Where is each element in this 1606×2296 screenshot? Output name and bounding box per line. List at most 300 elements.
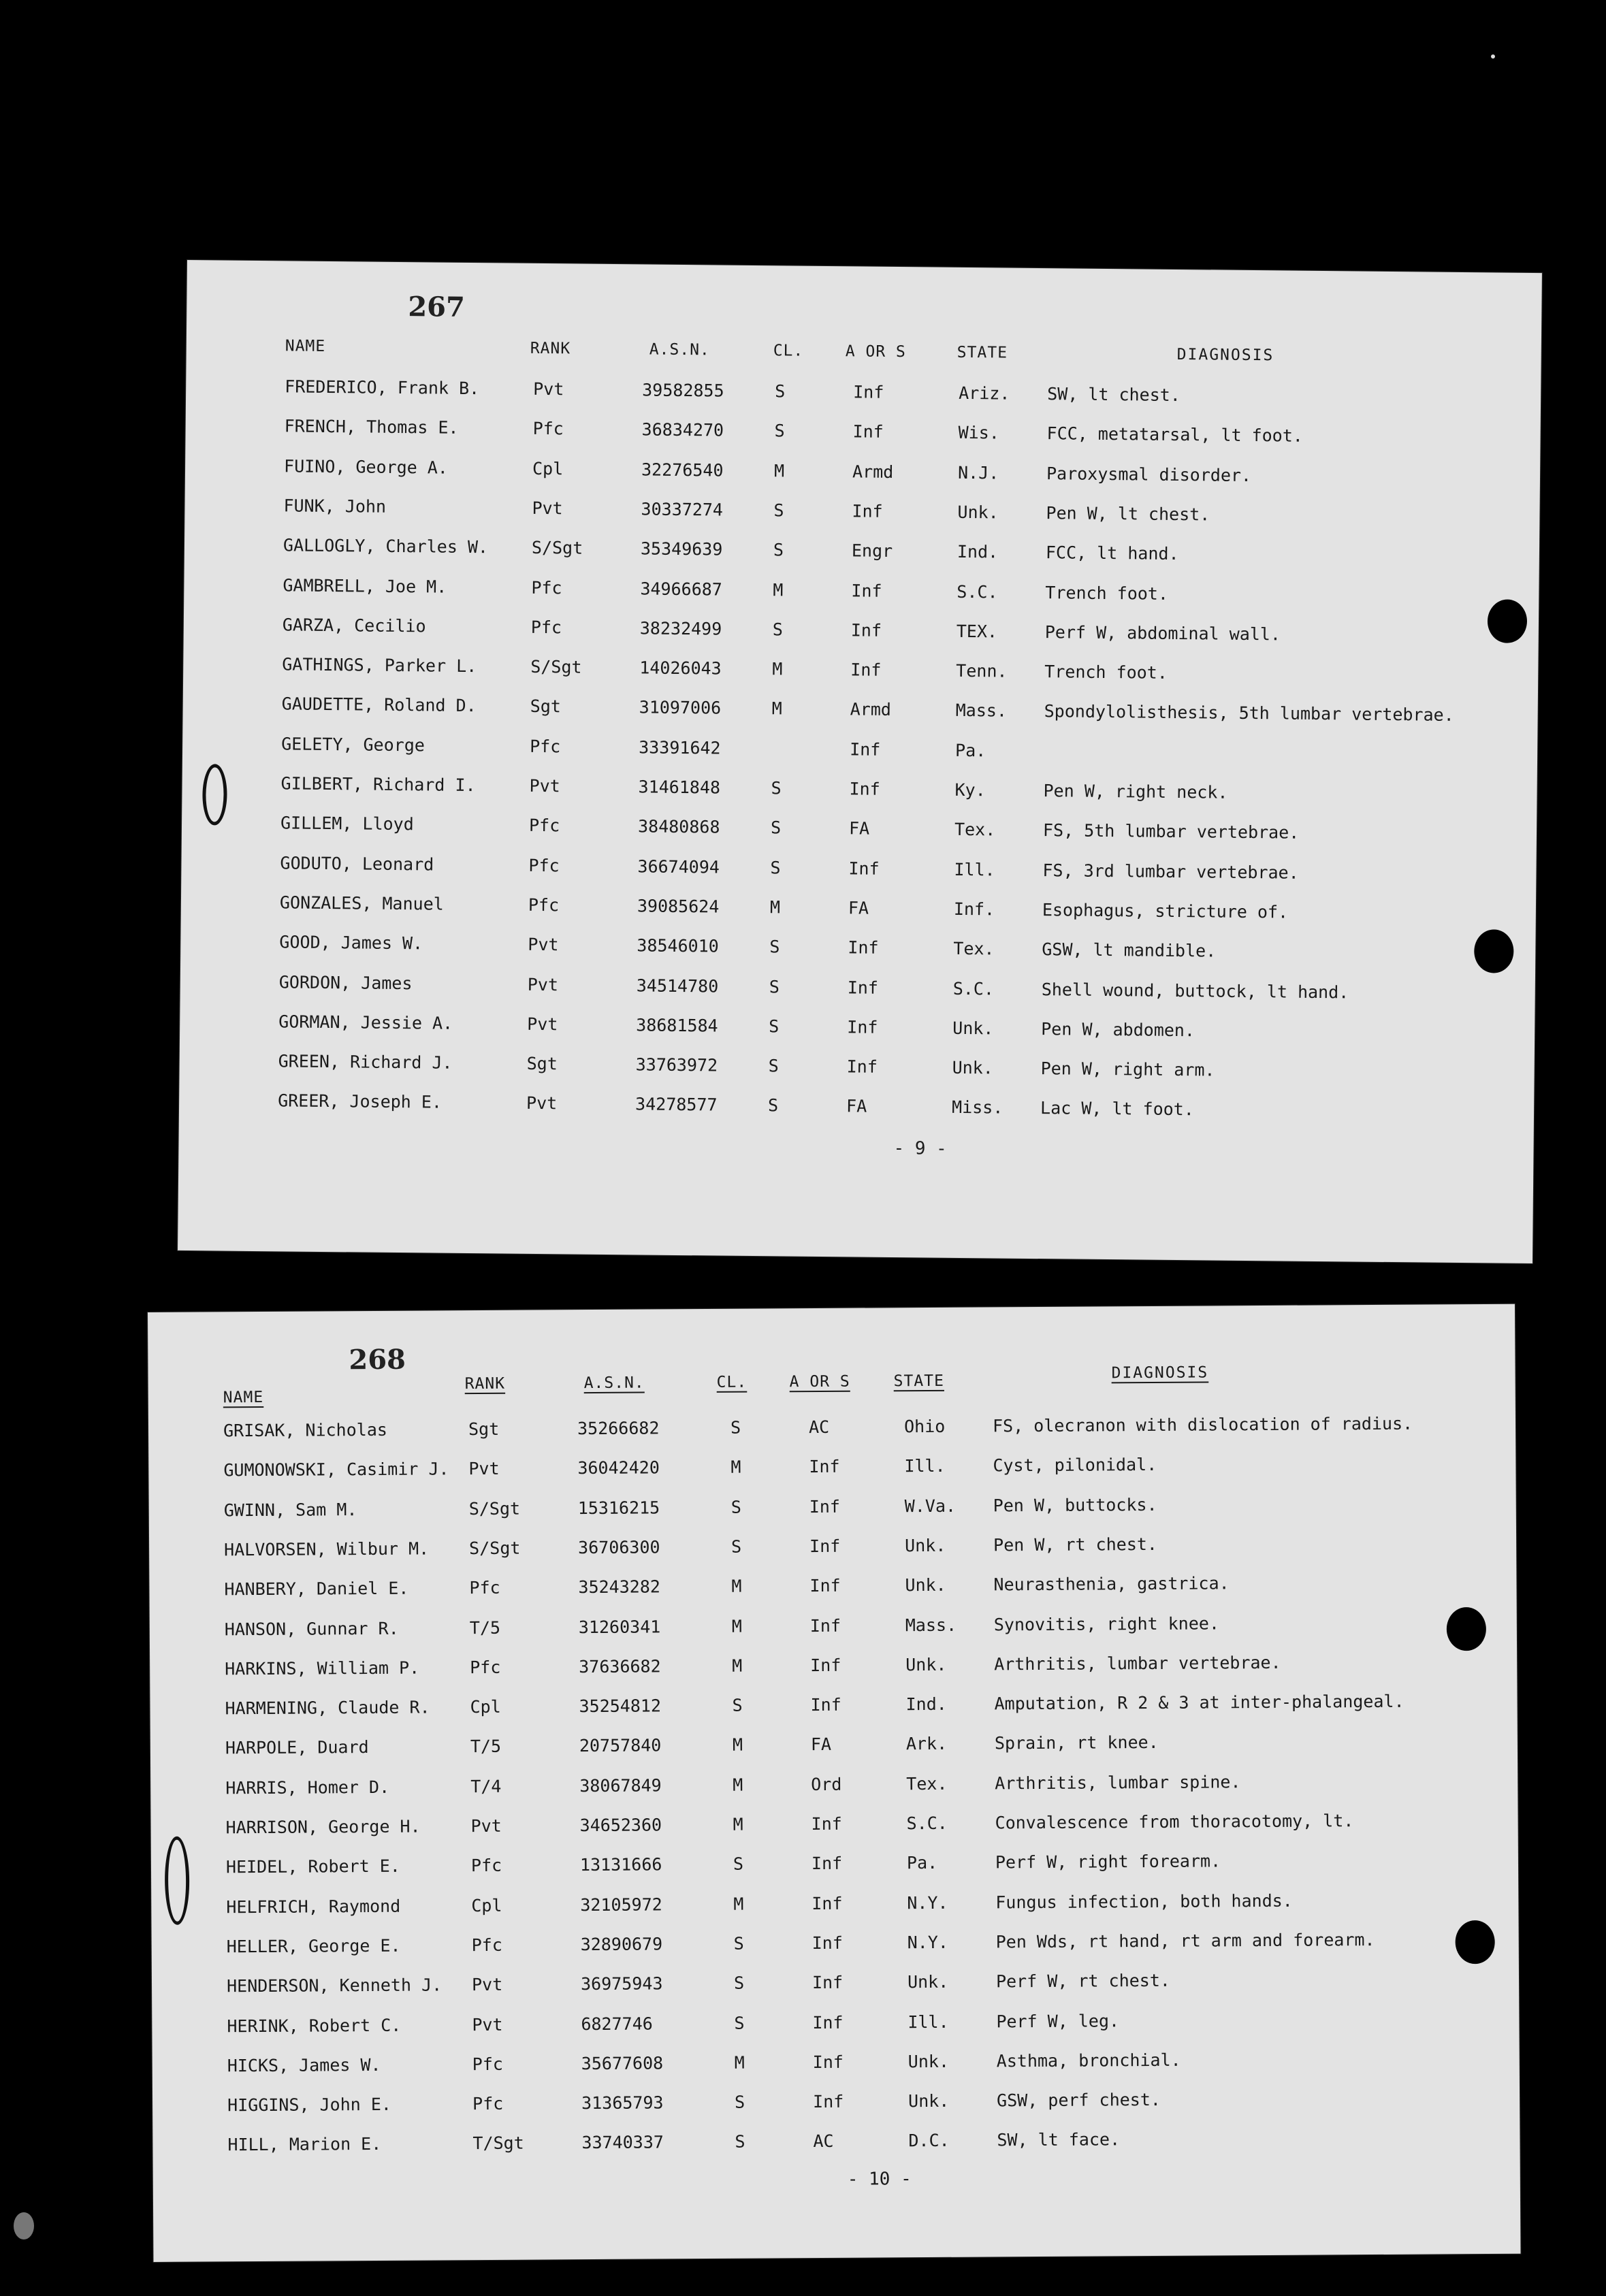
cell-rank: Pvt (468, 1459, 500, 1479)
cell-diagnosis: Perf W, rt chest. (995, 1971, 1170, 1992)
cell-a-or-s: Inf (812, 2012, 844, 2033)
cell-diagnosis: FCC, metatarsal, lt foot. (1046, 423, 1304, 447)
cell-rank: Pvt (528, 935, 559, 955)
cell-a-or-s: Inf (810, 1655, 841, 1675)
cell-a-or-s: Engr (851, 540, 893, 562)
cell-rank: Pvt (470, 1815, 502, 1837)
cell-class: S (731, 1536, 742, 1557)
header-name: NAME (223, 1388, 264, 1407)
table-row (152, 1929, 1519, 1964)
cell-class: S (734, 2013, 745, 2033)
cell-state: Pa. (906, 1853, 938, 1873)
cell-a-or-s: Inf (809, 1496, 841, 1517)
header-diagnosis: DIAGNOSIS (1111, 1363, 1209, 1383)
cell-asn: 20757840 (579, 1735, 662, 1756)
column-headers (187, 336, 1541, 376)
header-asn: A.S.N. (583, 1374, 645, 1393)
cell-a-or-s: Inf (812, 1972, 844, 1993)
cell-asn: 36706300 (578, 1537, 660, 1558)
cell-diagnosis: Trench foot. (1044, 662, 1168, 683)
cell-class: S (735, 2092, 745, 2112)
cell-diagnosis: FS, 3rd lumbar vertebrae. (1042, 860, 1299, 883)
record-sheet-267 (178, 260, 1542, 1263)
cell-rank: Pfc (471, 1935, 502, 1956)
cell-diagnosis: Pen W, right arm. (1040, 1058, 1215, 1080)
cell-a-or-s: Inf (810, 1694, 841, 1715)
header-asn: A.S.N. (649, 340, 710, 359)
cell-a-or-s: Inf (852, 501, 883, 521)
punch-hole (1447, 1607, 1486, 1651)
cell-state: Ill. (904, 1456, 946, 1476)
cell-state: Unk. (905, 1575, 946, 1596)
cell-asn: 6827746 (581, 2013, 653, 2034)
cell-name: GILLEM, Lloyd (280, 813, 414, 835)
table-row (150, 1651, 1517, 1687)
cell-state: Tex. (953, 939, 995, 959)
cell-name: GILBERT, Richard I. (280, 773, 476, 796)
table-row (185, 415, 1540, 455)
cell-state: Ind. (905, 1694, 947, 1715)
cell-a-or-s: Inf (812, 2052, 844, 2072)
cell-asn: 34652360 (579, 1815, 662, 1836)
cell-diagnosis: FS, olecranon with dislocation of radius. (992, 1413, 1413, 1436)
cell-rank: Pvt (471, 1975, 503, 1995)
cell-name: FUINO, George A. (283, 455, 449, 478)
cell-name: GORDON, James (278, 971, 413, 993)
cell-state: S.C. (957, 581, 998, 602)
cell-diagnosis: Arthritis, lumbar spine. (995, 1771, 1241, 1794)
cell-a-or-s: Inf (812, 1933, 843, 1953)
cell-asn: 36975943 (580, 1973, 663, 1994)
cell-name: HIGGINS, John E. (227, 2094, 392, 2116)
cell-diagnosis: Pen W, right neck. (1043, 781, 1228, 803)
cell-name: GORMAN, Jessie A. (278, 1012, 453, 1033)
cell-rank: T/Sgt (472, 2133, 524, 2154)
cell-class: S (733, 1854, 744, 1875)
table-row (152, 2048, 1520, 2084)
cell-name: HELFRICH, Raymond (226, 1896, 401, 1917)
cell-state: Pa. (955, 740, 986, 760)
cell-asn: 37636682 (579, 1656, 661, 1677)
cell-state: Inf. (953, 899, 995, 920)
cell-class: S (771, 778, 782, 798)
cell-class: S (767, 1095, 779, 1116)
cell-asn: 39582855 (642, 380, 724, 401)
cell-class: M (732, 1655, 743, 1676)
table-row (152, 2127, 1520, 2163)
table-row (184, 574, 1539, 614)
cell-state: Mass. (955, 700, 1008, 721)
cell-asn: 32276540 (641, 459, 724, 481)
cell-class: M (733, 1775, 743, 1795)
header-rank: RANK (530, 339, 571, 358)
cell-a-or-s: Inf (847, 1017, 878, 1037)
cell-rank: Pvt (472, 2014, 503, 2035)
cell-asn: 15316215 (577, 1498, 660, 1518)
cell-asn: 33391642 (639, 737, 721, 758)
cell-state: Tenn. (956, 660, 1008, 681)
cell-class: S (733, 1973, 745, 1993)
cell-diagnosis: Shell wound, buttock, lt hand. (1041, 979, 1349, 1002)
cell-state: Tex. (954, 820, 996, 840)
cell-a-or-s: Armd (852, 461, 894, 482)
table-row (152, 1969, 1519, 2004)
cell-rank: S/Sgt (468, 1498, 521, 1519)
cell-asn: 30337274 (641, 499, 724, 520)
header-name: NAME (285, 337, 326, 355)
cell-class: S (773, 500, 784, 521)
cell-asn: 13131666 (579, 1854, 662, 1875)
page-number: 267 (408, 291, 466, 323)
cell-rank: Sgt (526, 1053, 558, 1074)
cell-name: GARZA, Cecilio (282, 615, 426, 636)
cell-asn: 34514780 (636, 975, 719, 997)
cell-name: FRENCH, Thomas E. (284, 416, 459, 438)
cell-rank: S/Sgt (469, 1538, 521, 1559)
film-speck (14, 2212, 34, 2240)
cell-asn: 34278577 (635, 1094, 718, 1115)
cell-state: Unk. (908, 2051, 950, 2071)
cell-diagnosis: Paroxysmal disorder. (1046, 463, 1252, 485)
cell-class: M (773, 579, 784, 600)
table-row (151, 1810, 1518, 1845)
cell-rank: Pfc (530, 617, 562, 638)
cell-a-or-s: Inf (848, 937, 879, 958)
cell-state: N.Y. (907, 1892, 948, 1913)
cell-rank: Pfc (470, 1657, 501, 1677)
table-row (149, 1492, 1516, 1527)
cell-a-or-s: Inf (811, 1813, 842, 1834)
cell-class: S (768, 1056, 779, 1076)
header-state: STATE (893, 1372, 944, 1391)
film-speck (1491, 54, 1495, 59)
cell-diagnosis: Pen Wds, rt hand, rt arm and forearm. (995, 1929, 1375, 1952)
cell-name: FREDERICO, Frank B. (285, 376, 480, 399)
cell-diagnosis: Pen W, buttocks. (993, 1494, 1157, 1516)
table-row (150, 1611, 1517, 1647)
cell-rank: Pfc (530, 736, 561, 756)
cell-class: S (770, 857, 781, 878)
cell-name: HARKINS, William P. (225, 1658, 420, 1679)
cell-name: GALLOGLY, Charles W. (283, 535, 489, 557)
cell-diagnosis: SW, lt chest. (1047, 384, 1181, 406)
cell-asn: 38232499 (639, 618, 722, 639)
cell-diagnosis: Spondylolisthesis, 5th lumbar vertebrae. (1044, 701, 1454, 726)
cell-rank: T/5 (470, 1736, 502, 1757)
cell-class: S (769, 1016, 780, 1037)
cell-state: Ill. (954, 859, 995, 880)
cell-state: N.J. (957, 462, 999, 483)
cell-diagnosis: Pen W, lt chest. (1046, 503, 1210, 525)
cell-asn: 35254812 (579, 1696, 662, 1717)
table-row (151, 1889, 1518, 1924)
cell-a-or-s: Inf (850, 620, 882, 641)
cell-diagnosis: Perf W, abdominal wall. (1044, 621, 1281, 645)
cell-rank: Pvt (533, 378, 564, 400)
table-row (150, 1770, 1517, 1805)
table-row (180, 971, 1535, 1011)
cell-state: Mass. (905, 1615, 957, 1635)
cell-state: Unk. (907, 1972, 949, 1992)
cell-name: HICKS, James W. (227, 2054, 381, 2076)
page-number: 268 (349, 1343, 406, 1376)
cell-a-or-s: Inf (851, 580, 882, 601)
cell-asn: 35349639 (640, 538, 723, 560)
cell-diagnosis: Neurasthenia, gastrica. (993, 1573, 1230, 1595)
table-row (148, 1413, 1515, 1449)
cell-state: Unk. (952, 1018, 994, 1039)
header-diagnosis: DIAGNOSIS (1176, 345, 1274, 365)
cell-a-or-s: Inf (809, 1575, 841, 1596)
cell-asn: 38067849 (579, 1775, 662, 1796)
cell-class: M (771, 698, 782, 719)
cell-diagnosis: Pen W, rt chest. (993, 1534, 1158, 1555)
cell-class: S (772, 619, 784, 640)
cell-asn: 31097006 (639, 697, 722, 718)
cell-asn: 33740337 (581, 2132, 664, 2153)
cell-rank: Sgt (468, 1419, 500, 1440)
table-row (150, 1691, 1517, 1726)
cell-class: M (734, 2052, 745, 2073)
cell-asn: 36834270 (641, 419, 724, 440)
cell-state: Unk. (905, 1654, 947, 1675)
table-row (185, 455, 1540, 496)
cell-asn: 35266682 (577, 1418, 660, 1439)
cell-rank: S/Sgt (530, 656, 582, 677)
cell-rank: Pfc (469, 1578, 500, 1598)
table-row (184, 614, 1539, 654)
cell-diagnosis: GSW, lt mandible. (1042, 939, 1217, 961)
cell-state: S.C. (952, 978, 995, 999)
cell-diagnosis: Fungus infection, both hands. (995, 1890, 1293, 1913)
table-row (179, 1050, 1534, 1090)
cell-name: GONZALES, Manuel (279, 892, 444, 914)
table-row (181, 852, 1536, 892)
cell-state: Ark. (905, 1734, 948, 1754)
cell-rank: Pvt (526, 1093, 558, 1114)
cell-diagnosis: Synovitis, right knee. (993, 1613, 1220, 1634)
cell-rank: Sgt (530, 696, 562, 717)
cell-asn: 38681584 (636, 1015, 718, 1036)
cell-state: D.C. (908, 2131, 950, 2151)
cell-state: Unk. (952, 1057, 994, 1078)
cell-rank: Pvt (527, 1014, 558, 1035)
cell-rank: Pfc (470, 1856, 502, 1876)
cell-name: HARRISON, George H. (225, 1816, 421, 1838)
cell-class: M (731, 1616, 742, 1636)
cell-rank: Pvt (527, 974, 559, 995)
cell-class: S (730, 1417, 741, 1438)
cell-name: HERINK, Robert C. (227, 2015, 402, 2036)
cell-a-or-s: Inf (809, 1536, 841, 1556)
table-row (182, 812, 1537, 852)
paper-clip-mark (165, 1837, 190, 1925)
cell-rank: Pvt (529, 775, 560, 796)
cell-class: M (772, 659, 783, 679)
cell-diagnosis: Perf W, right forearm. (995, 1851, 1221, 1873)
table-row (148, 1453, 1515, 1488)
cell-state: Ill. (908, 2011, 949, 2032)
cell-name: GREEN, Richard J. (278, 1051, 453, 1073)
cell-a-or-s: Inf (811, 1854, 843, 1874)
cell-asn: 31365793 (581, 2092, 664, 2114)
cell-a-or-s: Inf (852, 421, 884, 442)
cell-state: S.C. (906, 1813, 948, 1834)
table-row (150, 1730, 1517, 1766)
cell-name: HILL, Marion E. (227, 2134, 382, 2155)
cell-name: GOOD, James W. (279, 932, 423, 954)
cell-class: S (770, 818, 782, 838)
header-cl: CL. (773, 342, 804, 360)
cell-name: HARPOLE, Duard (225, 1737, 369, 1758)
cell-diagnosis: Arthritis, lumbar vertebrae. (994, 1652, 1281, 1675)
cell-a-or-s: FA (848, 818, 870, 839)
cell-rank: Pfc (528, 815, 560, 836)
cell-asn: 36042420 (577, 1457, 660, 1478)
cell-a-or-s: Inf (853, 382, 884, 402)
cell-class: S (775, 381, 786, 402)
cell-rank: T/5 (469, 1617, 501, 1638)
cell-name: GAMBRELL, Joe M. (283, 575, 447, 597)
cell-diagnosis: Cyst, pilonidal. (993, 1455, 1157, 1476)
cell-a-or-s: Inf (809, 1615, 841, 1636)
cell-state: N.Y. (907, 1932, 948, 1953)
cell-a-or-s: Inf (850, 739, 881, 760)
cell-asn: 31260341 (578, 1616, 661, 1637)
table-row (180, 931, 1535, 971)
cell-diagnosis: FS, 5th lumbar vertebrae. (1042, 820, 1300, 843)
cell-rank: Cpl (532, 458, 564, 479)
cell-name: HENDERSON, Kenneth J. (226, 1975, 443, 1996)
cell-state: Unk. (908, 2090, 950, 2112)
table-row (152, 2088, 1520, 2123)
table-row (179, 1090, 1534, 1130)
table-row (183, 653, 1538, 694)
table-row (152, 2008, 1519, 2043)
cell-diagnosis: Asthma, bronchial. (996, 2050, 1181, 2071)
table-row (149, 1572, 1516, 1607)
table-row (151, 1849, 1518, 1885)
cell-class: S (735, 2132, 745, 2152)
cell-a-or-s: Inf (846, 1056, 878, 1077)
cell-class: S (730, 1497, 741, 1517)
header-cl: CL. (716, 1373, 748, 1391)
punch-hole (1474, 929, 1514, 973)
cell-class: S (733, 1933, 744, 1954)
cell-class: S (774, 421, 785, 441)
cell-diagnosis: FCC, lt hand. (1045, 543, 1179, 564)
cell-asn: 35243282 (578, 1577, 660, 1598)
cell-class: M (769, 897, 781, 918)
table-row (182, 733, 1537, 773)
cell-name: HALVORSEN, Wilbur M. (224, 1538, 430, 1560)
table-row (184, 495, 1539, 535)
cell-state: Wis. (958, 423, 999, 443)
cell-state: Tex. (906, 1773, 948, 1794)
cell-a-or-s: Inf (847, 977, 879, 998)
header-a-or-s: A OR S (845, 342, 906, 361)
cell-a-or-s: Inf (849, 779, 880, 799)
cell-a-or-s: AC (813, 2131, 834, 2152)
cell-a-or-s: FA (846, 1096, 867, 1117)
cell-name: HARMENING, Claude R. (225, 1697, 430, 1719)
folio-number: - 10 - (847, 2169, 912, 2190)
cell-class: M (773, 460, 785, 481)
cell-class: S (769, 937, 780, 957)
cell-state: W.Va. (904, 1495, 957, 1516)
cell-asn: 31461848 (638, 777, 721, 798)
table-row (186, 376, 1541, 416)
cell-class: S (773, 540, 784, 560)
cell-class: S (732, 1695, 743, 1715)
header-rank: RANK (464, 1374, 506, 1393)
cell-state: Ohio (903, 1416, 946, 1437)
cell-state: Ky. (954, 779, 986, 801)
header-a-or-s: A OR S (789, 1372, 850, 1391)
punch-hole (1455, 1920, 1494, 1964)
cell-a-or-s: AC (808, 1417, 830, 1438)
cell-a-or-s: Inf (850, 660, 882, 680)
cell-diagnosis: Sprain, rt knee. (994, 1732, 1159, 1753)
header-state: STATE (957, 343, 1008, 362)
cell-asn: 14026043 (639, 658, 722, 679)
cell-rank: Pfc (528, 894, 560, 916)
cell-diagnosis: Amputation, R 2 & 3 at inter-phalangeal. (994, 1691, 1404, 1714)
cell-name: HANBERY, Daniel E. (224, 1578, 409, 1600)
cell-asn: 36674094 (637, 856, 720, 877)
cell-rank: Pfc (531, 577, 562, 598)
cell-a-or-s: Armd (850, 699, 892, 720)
cell-asn: 38480868 (637, 816, 720, 837)
cell-name: GATHINGS, Parker L. (282, 654, 477, 677)
cell-class: M (732, 1735, 743, 1756)
cell-rank: Cpl (470, 1696, 501, 1717)
cell-name: HEIDEL, Robert E. (225, 1856, 400, 1877)
folio-number: - 9 - (893, 1138, 947, 1159)
cell-asn: 39085624 (637, 896, 720, 917)
cell-a-or-s: FA (848, 898, 869, 918)
cell-a-or-s: FA (810, 1734, 832, 1755)
cell-diagnosis: Esophagus, stricture of. (1042, 899, 1289, 922)
cell-rank: Pfc (532, 419, 564, 439)
cell-asn: 34966687 (640, 578, 722, 600)
cell-a-or-s: Inf (848, 858, 880, 879)
cell-name: HELLER, George E. (226, 1935, 401, 1957)
cell-diagnosis: GSW, perf chest. (997, 2090, 1161, 2111)
cell-name: GREER, Joseph E. (278, 1090, 443, 1113)
cell-asn: 32105972 (580, 1894, 662, 1915)
cell-rank: Pvt (532, 498, 563, 519)
table-row (183, 693, 1538, 733)
cell-state: Unk. (905, 1535, 946, 1556)
table-row (184, 534, 1539, 575)
cell-class: M (733, 1894, 744, 1914)
cell-state: Ind. (957, 542, 999, 562)
table-row (182, 773, 1537, 813)
cell-asn: 38546010 (637, 935, 719, 956)
cell-class: S (769, 976, 780, 997)
cell-class: M (733, 1814, 743, 1834)
cell-rank: S/Sgt (531, 538, 583, 558)
cell-diagnosis: Pen W, abdomen. (1041, 1018, 1195, 1041)
cell-diagnosis: Convalescence from thoracotomy, lt. (995, 1811, 1354, 1833)
cell-name: FUNK, John (283, 496, 387, 517)
cell-a-or-s: Inf (813, 2091, 844, 2112)
table-row (181, 892, 1536, 932)
cell-asn: 32890679 (580, 1934, 663, 1955)
cell-state: Ariz. (959, 383, 1010, 404)
cell-name: GUMONOWSKI, Casimir J. (223, 1459, 449, 1481)
